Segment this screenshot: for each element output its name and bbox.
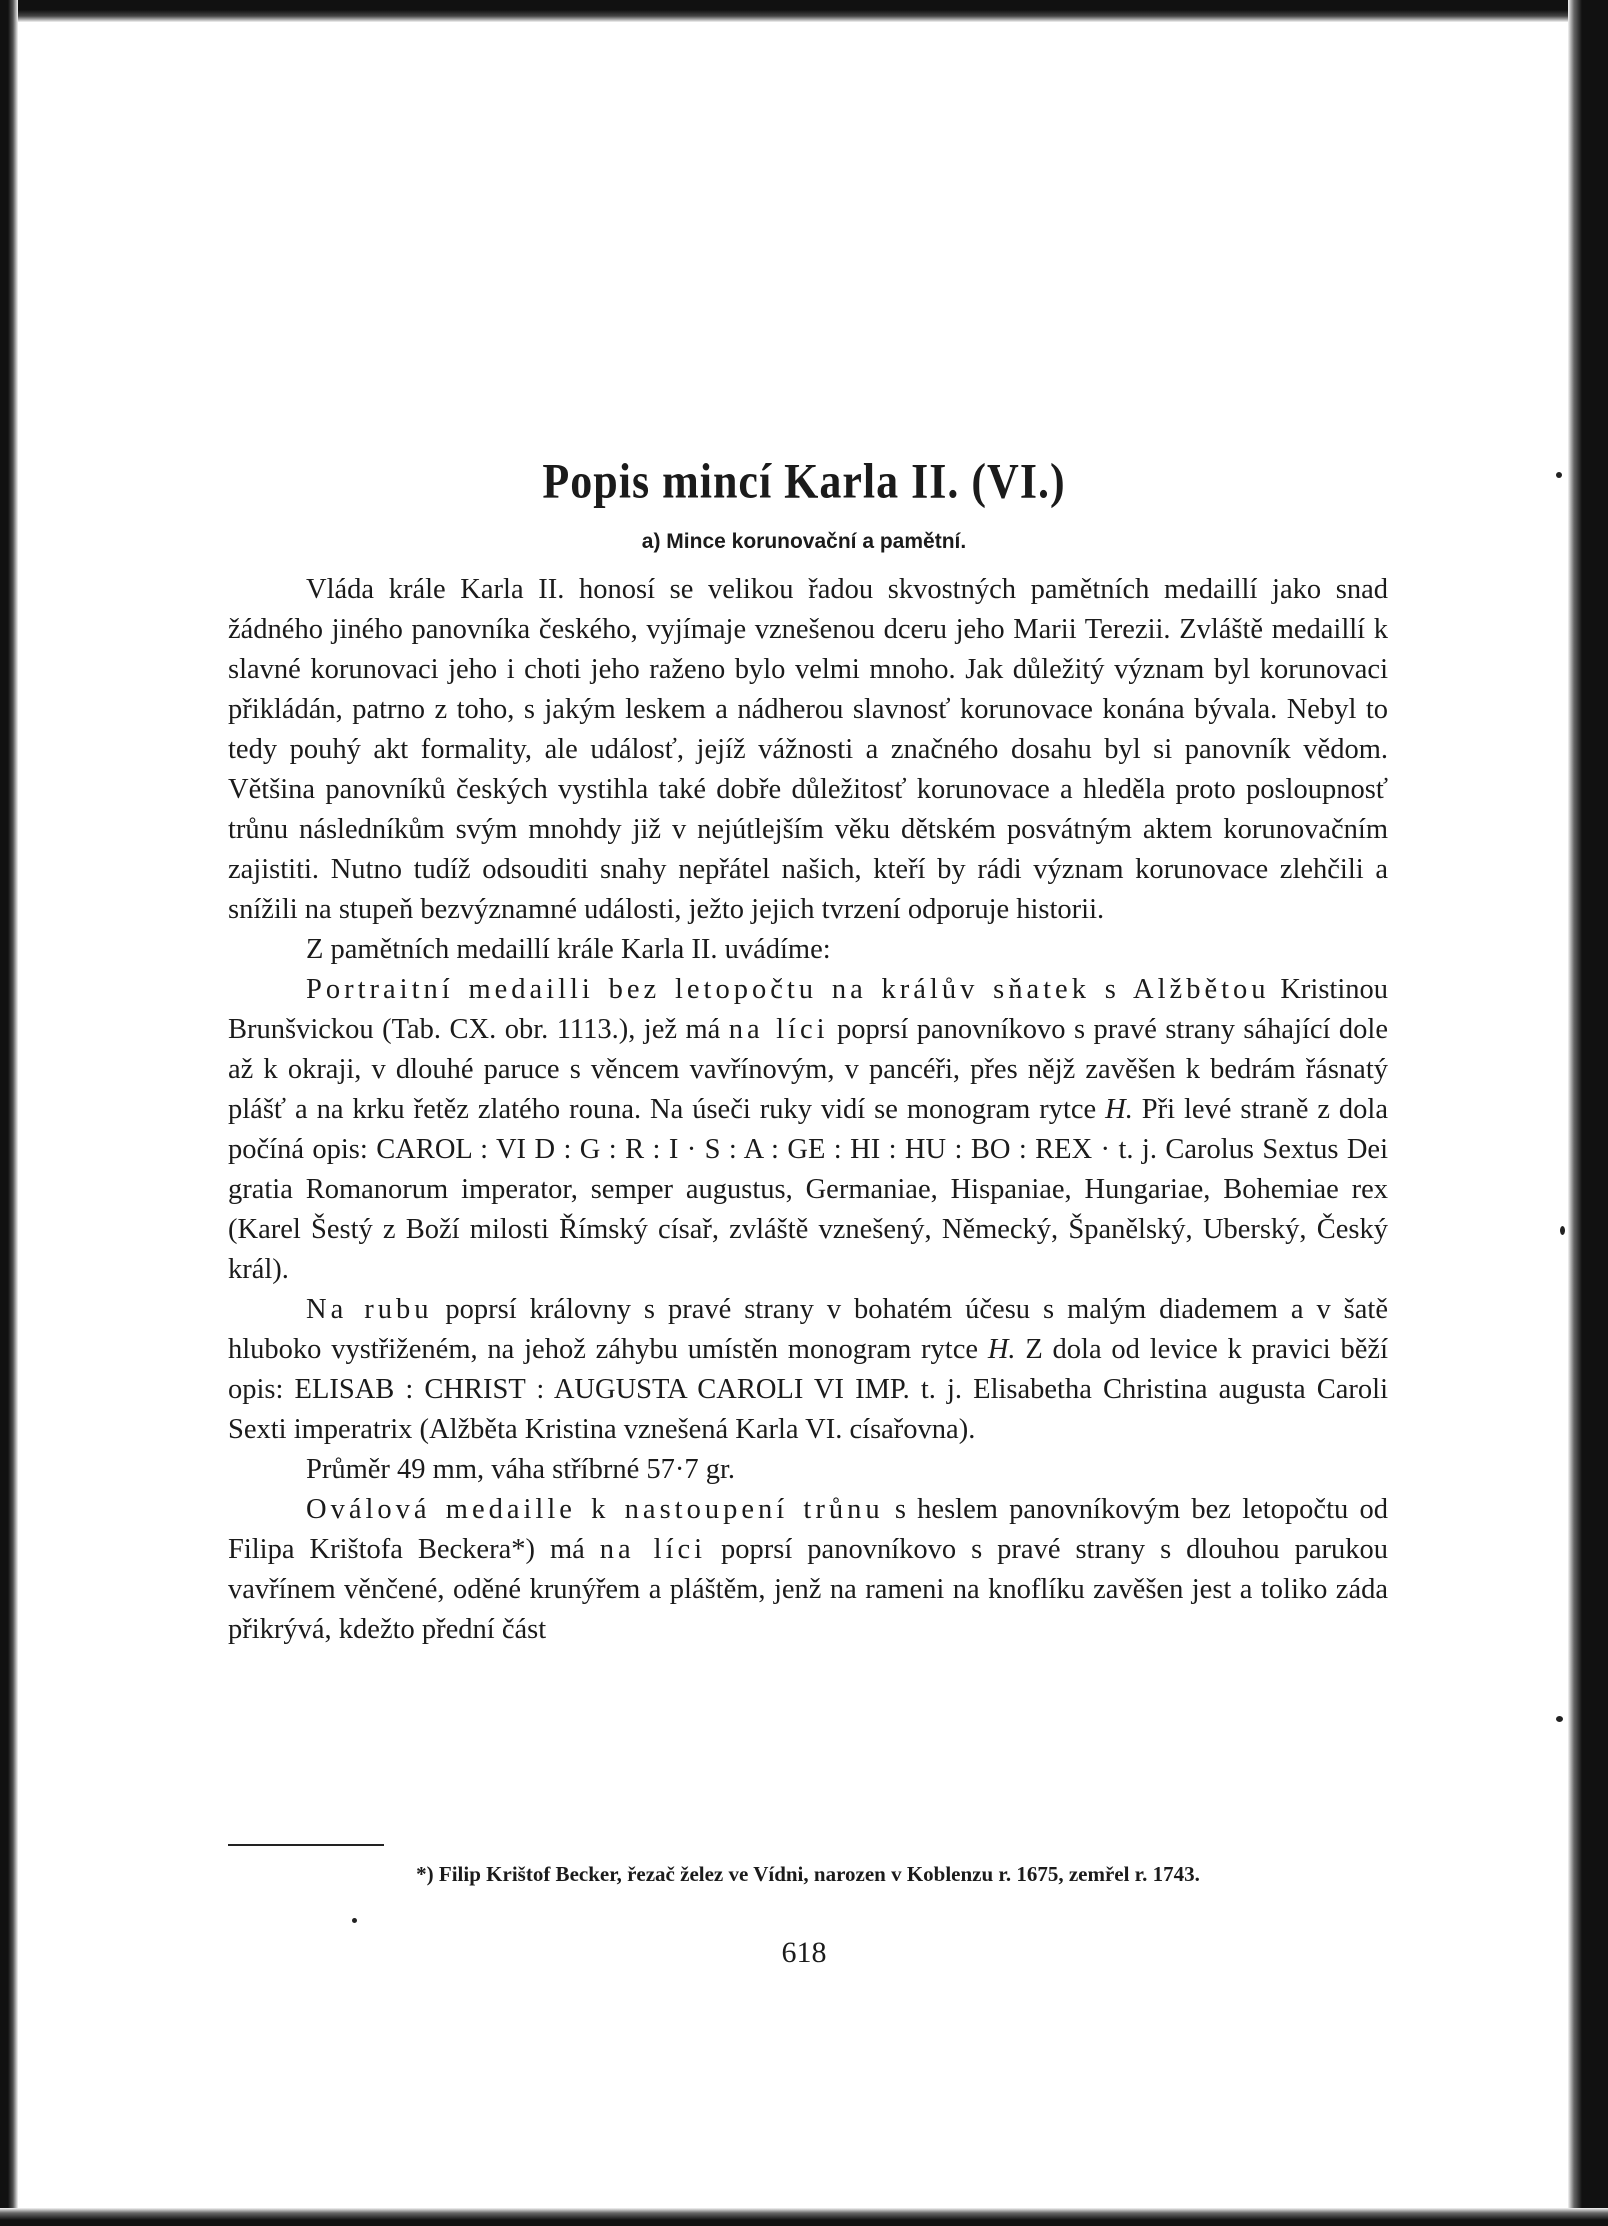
text-segment: Při levé straně z dola počíná opis: CAROL : VI D : G : R : I · S : A : GE : HI : HU : BO : REX · t. j. Carolus Sextus Dei gratia Romanorum imperator, semper augustus, Germaniae, Hispaniae, Hungariae, Bohemiae rex (Karel Šestý z Boží milosti Římský císař, zvláště vznešený, Německý, Španělský, Uberský, Český král). [228,1094,1388,1285]
footnote-divider [228,1844,384,1846]
footnote: *) Filip Krištof Becker, řezač želez ve Vídni, narozen v Koblenzu r. 1675, zemřel r. 1743. [416,1862,1200,1886]
scan-border-bottom [0,2208,1608,2226]
engraver-monogram: H. [987,1334,1016,1365]
text-segment: Kristinou Brunšvickou (Tab. CX. obr. 1113.), jež má [228,974,1388,1045]
scan-speck [352,1918,357,1923]
text-segment: poprsí královny s pravé strany v bohatém účesu s malým diademem a v šatě hluboko vystřiženém, na jehož záhybu umístěn monogram rytce [228,1294,1388,1365]
page-title: Popis mincí Karla II. (VI.) [542,454,1066,509]
scan-speck [1556,1716,1563,1722]
text-segment: poprsí panovníkovo s pravé strany s dlouhou parukou vavřínem věnčené, oděné krunýřem a pláštěm, jenž na rameni na knoflíku zavěšen jest a toliko záda přikrývá, kdežto přední část [228,1534,1388,1645]
text-segment: poprsí panovníkovo s pravé strany sáhající dole až k okraji, v dlouhé paruce s věncem vavřínovým, v pancéři, přes nějž zavěšen k bedrám řásnatý plášť a na krku řetěz zlatého rouna. Na úseči ruky vidí se monogram rytce [228,1014,1389,1125]
page-number: 618 [781,1936,827,1969]
scan-border-right [1568,0,1608,2226]
spaced-term-obverse: na líci [728,1014,829,1045]
paragraph-dimensions: Průměr 49 mm, váha stříbrné 57·7 gr. [306,1454,736,1485]
spaced-term-obverse: na líci [599,1534,707,1565]
paragraph-oval-medal [228,1490,1388,1650]
spaced-heading-oval: Oválová medaille k nastoupení trůnu [306,1494,884,1525]
paragraph-portrait-medal [228,970,1388,1290]
text-segment: Z dola od levice k pravici běží opis: ELISAB : CHRIST : AUGUSTA CAROLI VI IMP. t. j. Elisabetha Christina augusta Caroli Sexti imperatrix (Alžběta Kristina vznešená Karla VI. císařovna). [228,1334,1388,1445]
paragraph-list-intro: Z pamětních medaillí krále Karla II. uvádíme: [306,934,831,965]
body-text [228,570,1388,1650]
spaced-term-reverse: Na rubu [306,1294,433,1325]
scan-speck [1560,1226,1565,1235]
engraver-monogram: H. [1105,1094,1133,1125]
paragraph-intro: Vláda krále Karla II. honosí se velikou řadou skvostných pamětních medaillí jako snad žádného jiného panovníka českého, vyjímaje vznešenou dceru jeho Marii Terezii. Zvláště medaillí k slavné korunovaci jeho i choti jeho raženo bylo velmi mnoho. Jak důležitý význam byl korunovaci přikládán, patrno z toho, s jakým leskem a nádherou slavnosť korunovace konána bývala. Nebyl to tedy pouhý akt formality, ale událosť, jejíž vážnosti a značného dosahu byl si panovník vědom. Většina panovníků českých vystihla také dobře důležitosť korunovace a hleděla proto posloupnosť trůnu následníkům svým mnohdy již v nejútlejším věku dětském posvátným aktem korunovačním zajistiti. Nutno tudíž odsouditi snahy nepřátel našich, kteří by rádi význam korunovace zlehčili a snížili na stupeň bezvýznamné události, ježto jejich tvrzení odporuje historii. [228,574,1388,925]
spaced-heading-portrait: Portraitní medailli bez letopočtu na králův sňatek s Alžbětou [306,974,1270,1005]
section-subtitle: a) Mince korunovační a pamětní. [641,530,967,553]
paragraph-reverse [228,1290,1388,1450]
scan-border-top [0,0,1608,22]
text-segment: s heslem panovníkovým bez letopočtu od Filipa Krištofa Beckera*) má [228,1494,1388,1565]
scan-border-left [0,0,18,2226]
